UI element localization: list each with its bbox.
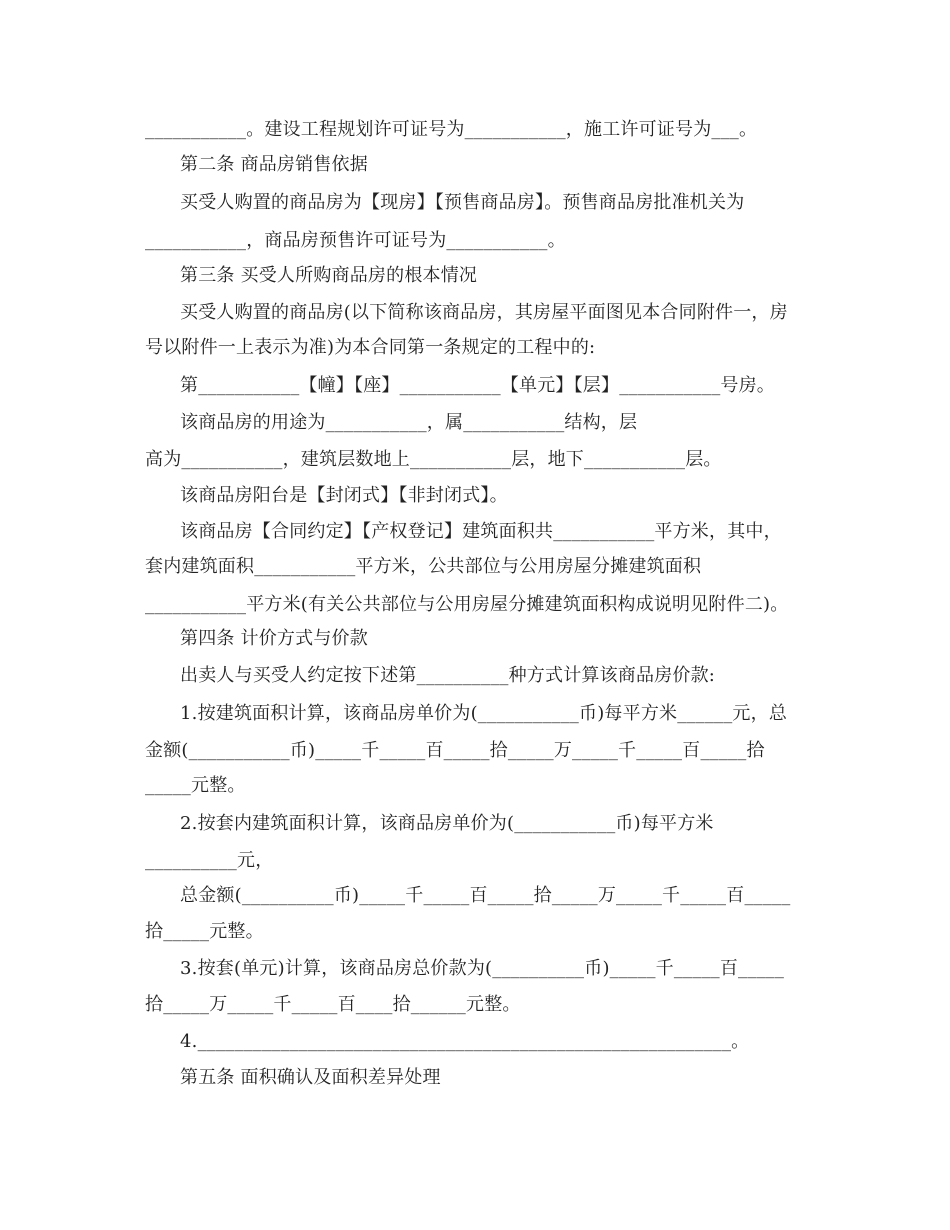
text-line: ___________。建设工程规划许可证号为___________，施工许可证号为___。: [145, 119, 758, 140]
section-heading: 第五条 面积确认及面积差异处理: [180, 1067, 441, 1088]
text-line: 拾_____万_____千_____百____拾______元整。: [145, 994, 521, 1015]
text-line: 2.按套内建筑面积计算，该商品房单价为(___________币)每平方米: [180, 813, 714, 834]
text-line: ___________平方米(有关公共部位与公用房屋分摊建筑面积构成说明见附件二)。: [145, 594, 789, 615]
text-line: 高为___________，建筑层数地上___________层，地下___________层。: [145, 449, 722, 470]
text-line: 买受人购置的商品房为【现房】【预售商品房】。预售商品房批准机关为: [180, 192, 745, 213]
text-line: 总金额(__________币)_____千_____百_____拾_____万_____千_____百_____: [180, 885, 791, 906]
text-line: _____元整。: [145, 775, 246, 796]
text-line: 金额(___________币)_____千_____百_____拾_____万_____千_____百_____拾: [145, 740, 765, 761]
text-line: 号以附件一上表示为准)为本合同第一条规定的工程中的:: [145, 337, 596, 358]
text-line: 拾_____元整。: [145, 921, 264, 942]
text-line: 1.按建筑面积计算，该商品房单价为(___________币)每平方米______元，总: [180, 703, 788, 724]
text-line: __________元，: [145, 850, 274, 871]
section-heading: 第二条 商品房销售依据: [180, 154, 368, 175]
text-line: 4.__________________________________________________________。: [180, 1031, 750, 1052]
text-line: 第___________【幢】【座】___________【单元】【层】___________号房。: [180, 375, 775, 396]
section-heading: 第三条 买受人所购商品房的根本情况: [180, 265, 478, 286]
text-line: 该商品房阳台是【封闭式】【非封闭式】。: [180, 485, 508, 506]
text-line: 套内建筑面积___________平方米，公共部位与公用房屋分摊建筑面积: [145, 556, 702, 577]
text-line: ___________，商品房预售许可证号为___________。: [145, 230, 566, 251]
text-line: 该商品房的用途为___________，属___________结构，层: [180, 412, 638, 433]
text-line: 3.按套(单元)计算，该商品房总价款为(__________币)_____千_____百_____: [180, 958, 785, 979]
text-line: 该商品房【合同约定】【产权登记】建筑面积共___________平方米，其中，: [180, 521, 782, 542]
section-heading: 第四条 计价方式与价款: [180, 628, 368, 649]
text-line: 买受人购置的商品房(以下简称该商品房，其房屋平面图见本合同附件一，房: [180, 302, 788, 323]
text-line: 出卖人与买受人约定按下述第__________种方式计算该商品房价款:: [180, 665, 716, 686]
